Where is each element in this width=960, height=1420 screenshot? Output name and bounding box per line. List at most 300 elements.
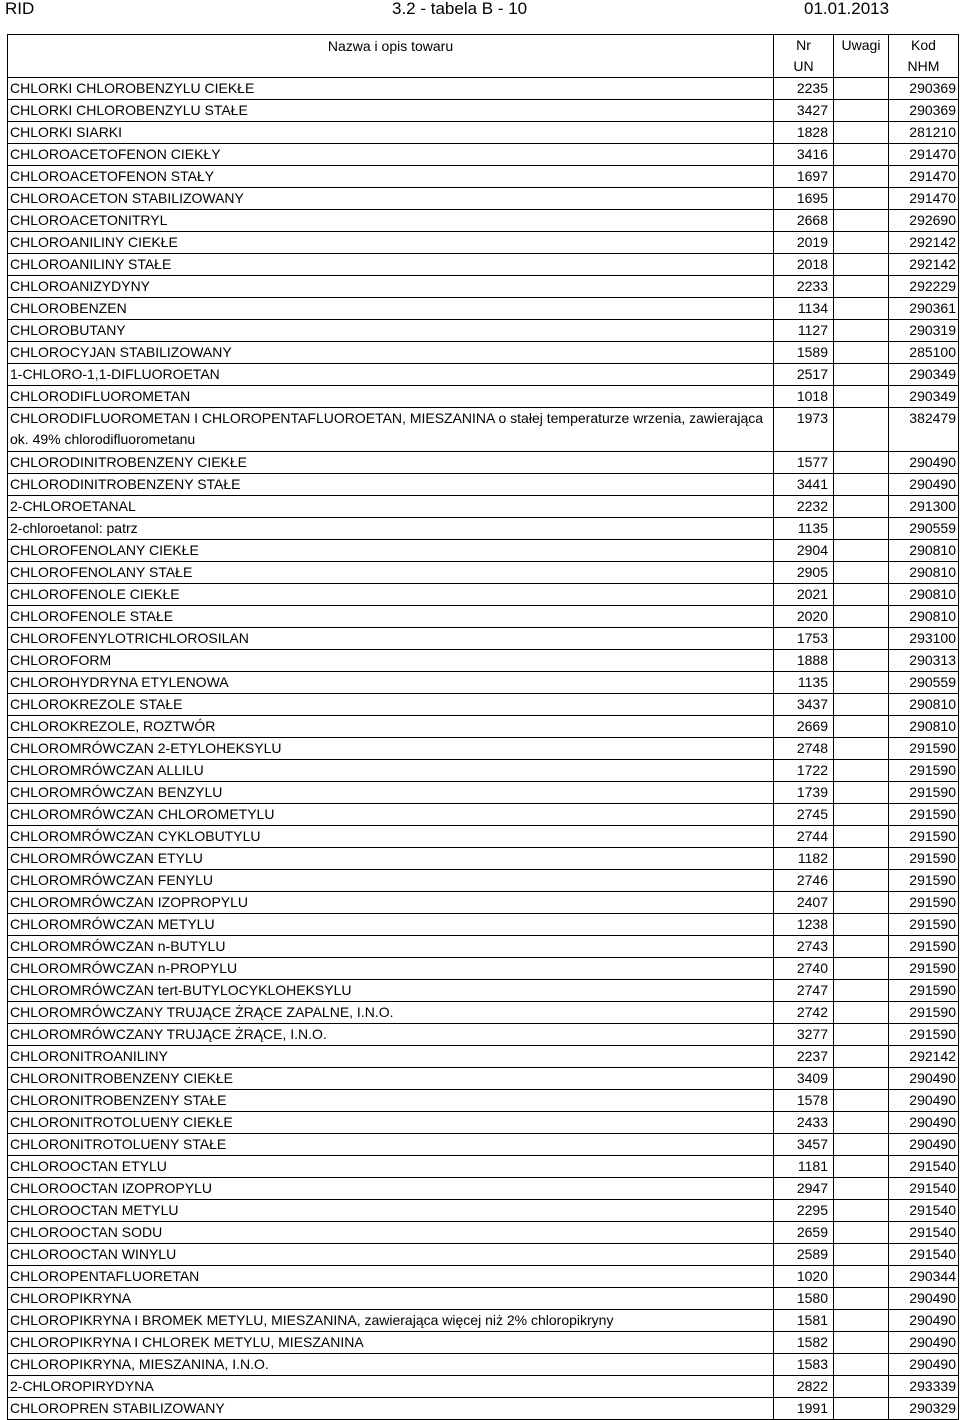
table-row — [8, 1222, 959, 1244]
cell-nhm-code: 291470 — [889, 144, 959, 166]
table-row — [8, 892, 959, 914]
cell-remarks — [834, 826, 889, 848]
cell-name: CHLOROACETOFENON STAŁY — [8, 166, 774, 188]
cell-un-number: 2669 — [774, 716, 834, 738]
cell-name: 2-CHLOROPIRYDYNA — [8, 1376, 774, 1398]
cell-name: CHLOROMRÓWCZAN CHLOROMETYLU — [8, 804, 774, 826]
cell-un-number: 2742 — [774, 1002, 834, 1024]
cell-name: CHLOROACETON STABILIZOWANY — [8, 188, 774, 210]
cell-name: CHLOROKREZOLE STAŁE — [8, 694, 774, 716]
cell-remarks — [834, 936, 889, 958]
cell-name: CHLOROACETOFENON CIEKŁY — [8, 144, 774, 166]
cell-name: CHLORONITROTOLUENY STAŁE — [8, 1134, 774, 1156]
cell-un-number: 2235 — [774, 78, 834, 100]
document-code: RID — [5, 0, 35, 18]
cell-nhm-code: 291470 — [889, 166, 959, 188]
table-row — [8, 1200, 959, 1222]
column-header-nhm-line1: Kod — [911, 37, 936, 53]
cell-nhm-code: 290559 — [889, 672, 959, 694]
cell-name: CHLOROMRÓWCZANY TRUJĄCE ŻRĄCE, I.N.O. — [8, 1024, 774, 1046]
cell-un-number: 1582 — [774, 1332, 834, 1354]
cell-un-number: 2233 — [774, 276, 834, 298]
cell-nhm-code: 293100 — [889, 628, 959, 650]
cell-un-number: 2822 — [774, 1376, 834, 1398]
cell-nhm-code: 291590 — [889, 782, 959, 804]
cell-name: CHLOROOCTAN ETYLU — [8, 1156, 774, 1178]
cell-un-number: 1739 — [774, 782, 834, 804]
table-row — [8, 672, 959, 694]
cell-remarks — [834, 1288, 889, 1310]
document-date: 01.01.2013 — [804, 0, 890, 18]
cell-name: CHLOROOCTAN IZOPROPYLU — [8, 1178, 774, 1200]
cell-un-number: 2589 — [774, 1244, 834, 1266]
cell-nhm-code: 290490 — [889, 452, 959, 474]
cell-name: CHLOROOCTAN WINYLU — [8, 1244, 774, 1266]
cell-un-number: 1577 — [774, 452, 834, 474]
cell-remarks — [834, 122, 889, 144]
cell-nhm-code: 290344 — [889, 1266, 959, 1288]
column-header-un — [774, 35, 834, 78]
cell-nhm-code: 290369 — [889, 78, 959, 100]
cell-remarks — [834, 1200, 889, 1222]
cell-un-number: 2747 — [774, 980, 834, 1002]
cell-nhm-code: 291590 — [889, 1024, 959, 1046]
cell-nhm-code: 290810 — [889, 584, 959, 606]
cell-remarks — [834, 694, 889, 716]
cell-nhm-code: 290490 — [889, 1310, 959, 1332]
cell-name: CHLOROFENOLE STAŁE — [8, 606, 774, 628]
table-row — [8, 804, 959, 826]
cell-un-number: 3427 — [774, 100, 834, 122]
cell-nhm-code: 291590 — [889, 958, 959, 980]
cell-remarks — [834, 1024, 889, 1046]
cell-remarks — [834, 1244, 889, 1266]
cell-un-number: 1589 — [774, 342, 834, 364]
cell-name: CHLORONITROANILINY — [8, 1046, 774, 1068]
table-row — [8, 1288, 959, 1310]
cell-nhm-code: 292690 — [889, 210, 959, 232]
cell-un-number: 2295 — [774, 1200, 834, 1222]
table-row — [8, 936, 959, 958]
table-row — [8, 650, 959, 672]
cell-remarks — [834, 980, 889, 1002]
cell-nhm-code: 292142 — [889, 254, 959, 276]
cell-remarks — [834, 1156, 889, 1178]
table-row — [8, 694, 959, 716]
table-row — [8, 914, 959, 936]
cell-remarks — [834, 1266, 889, 1288]
cell-remarks — [834, 1376, 889, 1398]
cell-name: CHLOROKREZOLE, ROZTWÓR — [8, 716, 774, 738]
cell-un-number: 1134 — [774, 298, 834, 320]
table-row — [8, 870, 959, 892]
cell-remarks — [834, 276, 889, 298]
table-row — [8, 738, 959, 760]
cell-name: CHLOROMRÓWCZAN BENZYLU — [8, 782, 774, 804]
cell-nhm-code: 290369 — [889, 100, 959, 122]
table-row — [8, 474, 959, 496]
table-row — [8, 298, 959, 320]
cell-name: CHLOROPENTAFLUORETAN — [8, 1266, 774, 1288]
cell-name: CHLOROFENYLOTRICHLOROSILAN — [8, 628, 774, 650]
cell-name: CHLORODIFLUOROMETAN — [8, 386, 774, 408]
cell-remarks — [834, 1222, 889, 1244]
table-row — [8, 188, 959, 210]
cell-name: CHLOROACETONITRYL — [8, 210, 774, 232]
table-body — [8, 78, 959, 1420]
cell-remarks — [834, 298, 889, 320]
table-row — [8, 408, 959, 452]
cell-remarks — [834, 144, 889, 166]
cell-remarks — [834, 496, 889, 518]
cell-name: 2-chloroetanol: patrz — [8, 518, 774, 540]
cell-name: CHLOROFENOLANY CIEKŁE — [8, 540, 774, 562]
cell-nhm-code: 291590 — [889, 738, 959, 760]
cell-un-number: 1018 — [774, 386, 834, 408]
cell-remarks — [834, 518, 889, 540]
cell-nhm-code: 291590 — [889, 870, 959, 892]
cell-nhm-code: 290810 — [889, 606, 959, 628]
cell-nhm-code: 290490 — [889, 1112, 959, 1134]
cell-remarks — [834, 254, 889, 276]
cell-remarks — [834, 408, 889, 452]
cell-remarks — [834, 716, 889, 738]
cell-un-number: 2743 — [774, 936, 834, 958]
cell-remarks — [834, 1332, 889, 1354]
cell-un-number: 1182 — [774, 848, 834, 870]
cell-nhm-code: 291590 — [889, 826, 959, 848]
cell-name: CHLOROFENOLANY STAŁE — [8, 562, 774, 584]
cell-un-number: 1753 — [774, 628, 834, 650]
cell-remarks — [834, 1112, 889, 1134]
cell-name: CHLOROHYDRYNA ETYLENOWA — [8, 672, 774, 694]
cell-nhm-code: 291470 — [889, 188, 959, 210]
table-row — [8, 716, 959, 738]
cell-nhm-code: 291300 — [889, 496, 959, 518]
cell-name: CHLOROMRÓWCZANY TRUJĄCE ŻRĄCE ZAPALNE, I.N.O. — [8, 1002, 774, 1024]
cell-nhm-code: 290810 — [889, 694, 959, 716]
page-header — [0, 0, 960, 22]
column-header-name: Nazwa i opis towaru — [8, 35, 774, 78]
cell-remarks — [834, 606, 889, 628]
cell-nhm-code: 290490 — [889, 1354, 959, 1376]
table-row — [8, 540, 959, 562]
cell-un-number: 2740 — [774, 958, 834, 980]
cell-un-number: 1583 — [774, 1354, 834, 1376]
cell-un-number: 2744 — [774, 826, 834, 848]
table-row — [8, 1332, 959, 1354]
cell-remarks — [834, 628, 889, 650]
cell-nhm-code: 291590 — [889, 804, 959, 826]
cell-un-number: 1135 — [774, 518, 834, 540]
cell-un-number: 2905 — [774, 562, 834, 584]
cell-nhm-code: 292229 — [889, 276, 959, 298]
cell-un-number: 2517 — [774, 364, 834, 386]
cell-nhm-code: 290810 — [889, 716, 959, 738]
table-row — [8, 78, 959, 100]
cell-remarks — [834, 1398, 889, 1420]
cell-remarks — [834, 474, 889, 496]
cell-remarks — [834, 386, 889, 408]
cell-nhm-code: 290810 — [889, 562, 959, 584]
table-row — [8, 254, 959, 276]
cell-un-number: 3457 — [774, 1134, 834, 1156]
table-row — [8, 1024, 959, 1046]
table-row — [8, 1156, 959, 1178]
table-row — [8, 364, 959, 386]
cell-nhm-code: 293339 — [889, 1376, 959, 1398]
cell-nhm-code: 290313 — [889, 650, 959, 672]
table-row — [8, 276, 959, 298]
cell-nhm-code: 290490 — [889, 1332, 959, 1354]
cell-un-number: 2020 — [774, 606, 834, 628]
table-row — [8, 1310, 959, 1332]
table-row — [8, 1002, 959, 1024]
cell-nhm-code: 290490 — [889, 474, 959, 496]
cell-nhm-code: 291590 — [889, 892, 959, 914]
table-row — [8, 958, 959, 980]
cell-un-number: 2232 — [774, 496, 834, 518]
table-row — [8, 1354, 959, 1376]
cell-name: CHLOROMRÓWCZAN n-PROPYLU — [8, 958, 774, 980]
cell-name: CHLOROMRÓWCZAN tert-BUTYLOCYKLOHEKSYLU — [8, 980, 774, 1002]
cell-un-number: 2904 — [774, 540, 834, 562]
cell-remarks — [834, 738, 889, 760]
table-row — [8, 584, 959, 606]
cell-remarks — [834, 1310, 889, 1332]
cell-remarks — [834, 100, 889, 122]
cell-un-number: 1722 — [774, 760, 834, 782]
cell-name: CHLORODINITROBENZENY CIEKŁE — [8, 452, 774, 474]
cell-nhm-code: 291540 — [889, 1244, 959, 1266]
cell-remarks — [834, 804, 889, 826]
cell-nhm-code: 290490 — [889, 1288, 959, 1310]
column-header-un-line2: UN — [793, 58, 814, 74]
cell-remarks — [834, 584, 889, 606]
cell-name: CHLOROPIKRYNA I CHLOREK METYLU, MIESZANINA — [8, 1332, 774, 1354]
cell-name: CHLOROMRÓWCZAN 2-ETYLOHEKSYLU — [8, 738, 774, 760]
table-row — [8, 320, 959, 342]
cell-remarks — [834, 1068, 889, 1090]
table-row — [8, 606, 959, 628]
cell-name: CHLORONITROTOLUENY CIEKŁE — [8, 1112, 774, 1134]
table-row — [8, 760, 959, 782]
cell-name: CHLOROFENOLE CIEKŁE — [8, 584, 774, 606]
cell-remarks — [834, 892, 889, 914]
table-row — [8, 166, 959, 188]
cell-name: CHLOROMRÓWCZAN ETYLU — [8, 848, 774, 870]
cell-un-number: 1888 — [774, 650, 834, 672]
cell-remarks — [834, 1354, 889, 1376]
cell-nhm-code: 290329 — [889, 1398, 959, 1420]
cell-remarks — [834, 672, 889, 694]
substances-table — [7, 34, 959, 1420]
cell-name: CHLOROANILINY STAŁE — [8, 254, 774, 276]
table-row — [8, 232, 959, 254]
cell-name: CHLORKI CHLOROBENZYLU STAŁE — [8, 100, 774, 122]
cell-name: CHLOROMRÓWCZAN ALLILU — [8, 760, 774, 782]
table-row — [8, 1068, 959, 1090]
cell-un-number: 1127 — [774, 320, 834, 342]
cell-nhm-code: 291540 — [889, 1156, 959, 1178]
cell-remarks — [834, 1178, 889, 1200]
column-header-un-line1: Nr — [796, 37, 811, 53]
cell-nhm-code: 291590 — [889, 914, 959, 936]
cell-nhm-code: 290490 — [889, 1090, 959, 1112]
cell-remarks — [834, 188, 889, 210]
cell-un-number: 1238 — [774, 914, 834, 936]
cell-un-number: 1695 — [774, 188, 834, 210]
cell-remarks — [834, 1046, 889, 1068]
cell-nhm-code: 290490 — [889, 1068, 959, 1090]
cell-nhm-code: 290349 — [889, 386, 959, 408]
table-row — [8, 1046, 959, 1068]
cell-name: CHLOROPIKRYNA — [8, 1288, 774, 1310]
table-row — [8, 1090, 959, 1112]
cell-nhm-code: 291540 — [889, 1200, 959, 1222]
cell-name: CHLOROMRÓWCZAN METYLU — [8, 914, 774, 936]
cell-name: CHLOROCYJAN STABILIZOWANY — [8, 342, 774, 364]
cell-remarks — [834, 210, 889, 232]
table-row — [8, 144, 959, 166]
cell-nhm-code: 290490 — [889, 1134, 959, 1156]
cell-name: CHLOROANILINY CIEKŁE — [8, 232, 774, 254]
cell-un-number: 2021 — [774, 584, 834, 606]
cell-un-number: 1973 — [774, 408, 834, 452]
cell-name: CHLOROPIKRYNA I BROMEK METYLU, MIESZANINA, zawierająca więcej niż 2% chloropikryny — [8, 1310, 774, 1332]
cell-remarks — [834, 540, 889, 562]
cell-name: CHLORODIFLUOROMETAN I CHLOROPENTAFLUOROETAN, MIESZANINA o stałej temperaturze wrzenia, zawierająca ok. 49% chlorodifluorometanu — [8, 408, 774, 452]
cell-name: CHLORONITROBENZENY STAŁE — [8, 1090, 774, 1112]
cell-remarks — [834, 914, 889, 936]
table-row — [8, 1398, 959, 1420]
cell-un-number: 2668 — [774, 210, 834, 232]
cell-un-number: 1991 — [774, 1398, 834, 1420]
cell-nhm-code: 291590 — [889, 936, 959, 958]
cell-name: CHLOROOCTAN SODU — [8, 1222, 774, 1244]
cell-un-number: 2237 — [774, 1046, 834, 1068]
table-row — [8, 628, 959, 650]
cell-remarks — [834, 232, 889, 254]
column-header-nhm — [889, 35, 959, 78]
cell-nhm-code: 292142 — [889, 232, 959, 254]
cell-un-number: 3437 — [774, 694, 834, 716]
cell-remarks — [834, 364, 889, 386]
cell-remarks — [834, 78, 889, 100]
cell-un-number: 3416 — [774, 144, 834, 166]
column-header-remarks: Uwagi — [834, 35, 889, 78]
cell-nhm-code: 292142 — [889, 1046, 959, 1068]
cell-un-number: 2745 — [774, 804, 834, 826]
cell-name: CHLORONITROBENZENY CIEKŁE — [8, 1068, 774, 1090]
cell-remarks — [834, 760, 889, 782]
cell-nhm-code: 291590 — [889, 760, 959, 782]
table-row — [8, 826, 959, 848]
cell-remarks — [834, 320, 889, 342]
table-row — [8, 342, 959, 364]
column-header-nhm-line2: NHM — [907, 58, 940, 74]
cell-name: 2-CHLOROETANAL — [8, 496, 774, 518]
cell-remarks — [834, 870, 889, 892]
cell-name: CHLOROPREN STABILIZOWANY — [8, 1398, 774, 1420]
cell-remarks — [834, 452, 889, 474]
cell-remarks — [834, 958, 889, 980]
table-row — [8, 1244, 959, 1266]
cell-un-number: 2018 — [774, 254, 834, 276]
table-row — [8, 1178, 959, 1200]
cell-un-number: 2433 — [774, 1112, 834, 1134]
cell-un-number: 1828 — [774, 122, 834, 144]
cell-nhm-code: 290319 — [889, 320, 959, 342]
cell-nhm-code: 290559 — [889, 518, 959, 540]
cell-un-number: 1020 — [774, 1266, 834, 1288]
table-row — [8, 848, 959, 870]
cell-nhm-code: 281210 — [889, 122, 959, 144]
table-header-row — [8, 35, 959, 78]
cell-name: CHLOROMRÓWCZAN FENYLU — [8, 870, 774, 892]
cell-un-number: 3441 — [774, 474, 834, 496]
cell-nhm-code: 291540 — [889, 1222, 959, 1244]
cell-un-number: 2746 — [774, 870, 834, 892]
cell-name: CHLOROBENZEN — [8, 298, 774, 320]
cell-remarks — [834, 1090, 889, 1112]
cell-un-number: 1135 — [774, 672, 834, 694]
cell-nhm-code: 290361 — [889, 298, 959, 320]
cell-un-number: 1578 — [774, 1090, 834, 1112]
table-row — [8, 1112, 959, 1134]
table-row — [8, 980, 959, 1002]
cell-remarks — [834, 650, 889, 672]
cell-nhm-code: 290810 — [889, 540, 959, 562]
table-row — [8, 452, 959, 474]
cell-un-number: 1181 — [774, 1156, 834, 1178]
cell-remarks — [834, 166, 889, 188]
cell-name: CHLORODINITROBENZENY STAŁE — [8, 474, 774, 496]
cell-nhm-code: 291590 — [889, 848, 959, 870]
table-row — [8, 386, 959, 408]
table-row — [8, 210, 959, 232]
table-row — [8, 100, 959, 122]
cell-remarks — [834, 342, 889, 364]
cell-remarks — [834, 1134, 889, 1156]
cell-un-number: 2019 — [774, 232, 834, 254]
cell-nhm-code: 290349 — [889, 364, 959, 386]
table-reference: 3.2 - tabela B - 10 — [392, 0, 528, 18]
cell-nhm-code: 382479 — [889, 408, 959, 452]
cell-remarks — [834, 848, 889, 870]
cell-remarks — [834, 1002, 889, 1024]
cell-un-number: 1580 — [774, 1288, 834, 1310]
table-row — [8, 518, 959, 540]
table-row — [8, 562, 959, 584]
table-row — [8, 1266, 959, 1288]
cell-un-number: 3409 — [774, 1068, 834, 1090]
cell-un-number: 3277 — [774, 1024, 834, 1046]
cell-name: CHLOROPIKRYNA, MIESZANINA, I.N.O. — [8, 1354, 774, 1376]
cell-name: CHLORKI CHLOROBENZYLU CIEKŁE — [8, 78, 774, 100]
cell-name: CHLORKI SIARKI — [8, 122, 774, 144]
cell-un-number: 2947 — [774, 1178, 834, 1200]
table-row — [8, 122, 959, 144]
cell-name: CHLOROMRÓWCZAN CYKLOBUTYLU — [8, 826, 774, 848]
cell-name: CHLOROFORM — [8, 650, 774, 672]
cell-un-number: 2659 — [774, 1222, 834, 1244]
cell-nhm-code: 291590 — [889, 1002, 959, 1024]
cell-remarks — [834, 562, 889, 584]
table-row — [8, 496, 959, 518]
table-row — [8, 1134, 959, 1156]
cell-name: CHLOROANIZYDYNY — [8, 276, 774, 298]
